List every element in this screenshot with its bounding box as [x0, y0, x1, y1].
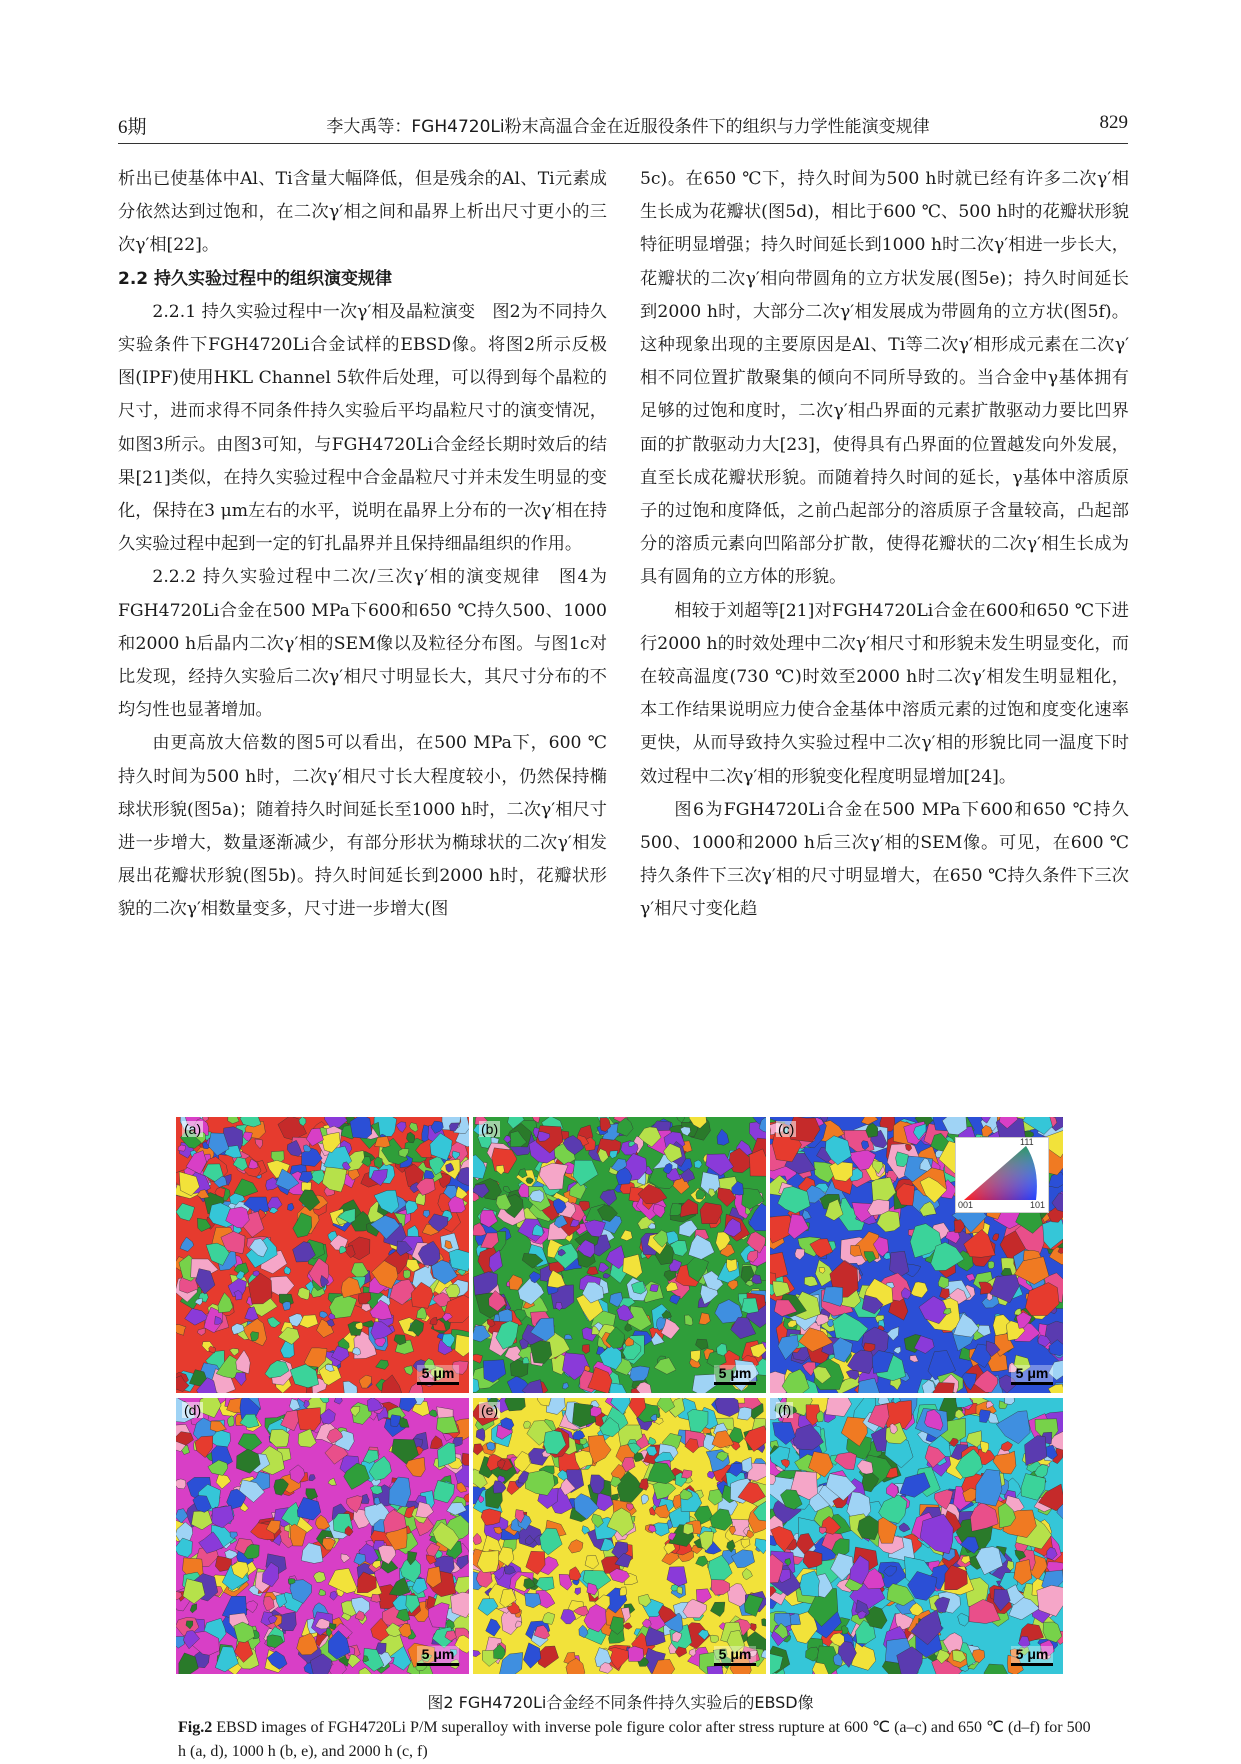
figure-label: Fig.2: [178, 1719, 213, 1736]
grain: [650, 1284, 659, 1291]
ebsd-panel-c: [770, 1117, 1063, 1393]
grain: [403, 1270, 410, 1278]
grain: [628, 1646, 644, 1661]
ebsd-panel-e: [473, 1398, 766, 1674]
panel-label: (d): [184, 1402, 202, 1418]
grain: [524, 1421, 531, 1428]
paragraph: 析出已使基体中Al、Ti含量大幅降低，但是残余的Al、Ti元素成分依然达到过饱和，在二次γ′相之间和晶界上析出尺寸更小的三次γ′相[22]。: [118, 169, 607, 256]
paragraph: 2.2.1 持久实验过程中一次γ′相及晶粒演变 图2为不同持久实验条件下FGH4720Li合金试样的EBSD像。将图2所示反极图(IPF)使用HKL Channel 5软件后处理，可以得到每个晶粒的尺寸，进而求得不同条件持久实验后平均晶粒尺寸的演变情况，如图3所示。由图3可知，与FGH4720Li合金经长期时效后的结果[21]类似，在持久实验过程中合金晶粒尺寸并未发生明显的变化，保持在3 μm左右的水平，说明在晶界上分布的一次γ′相在持久实验过程中起到一定的钉扎晶界并且保持细晶组织的作用。: [118, 301, 607, 555]
grain: [707, 1665, 723, 1674]
scale-label: 5 μm: [718, 1365, 752, 1381]
issue-number: 6期: [118, 117, 147, 138]
ebsd-panel-a: [176, 1117, 469, 1393]
grain-map: [770, 1398, 1063, 1674]
grain: [283, 1302, 291, 1311]
grain: [176, 1479, 186, 1489]
ipf-label-111: 111: [1020, 1137, 1034, 1147]
scale-bar: [1011, 1365, 1053, 1385]
paragraph: 图6为FGH4720Li合金在500 MPa下600和650 ℃持久500、1000和2000 h后三次γ′相的SEM像。可见，在600 ℃持久条件下三次γ′相的尺寸明显增大，在650 ℃持久条件下三次γ′相尺寸变化趋: [640, 799, 1129, 920]
ebsd-panel-d: [176, 1398, 469, 1674]
grain: [350, 1117, 372, 1139]
scale-bar: [417, 1646, 459, 1666]
panel-label: (a): [184, 1121, 202, 1137]
left-column: [118, 163, 607, 927]
page-number: 829: [1099, 112, 1128, 133]
ipf-legend-triangle: [955, 1137, 1049, 1213]
scale-label: 5 μm: [718, 1646, 752, 1662]
paragraph: 5c)。在650 ℃下，持久时间为500 h时就已经有许多二次γ′相生长成为花瓣状(图5d)，相比于600 ℃、500 h时的花瓣状形貌特征明显增强；持久时间延长到1000 h时二次γ′相进一步长大，花瓣状的二次γ′相向带圆角的立方状发展(图5e)；持久时间延长到2000 h时，大部分二次γ′相发展成为带圆角的立方状(图5f)。这种现象出现的主要原因是Al、Ti等二次γ′相形成元素在二次γ′相不同位置扩散聚集的倾向不同所导致的。当合金中γ基体拥有足够的过饱和度时，二次γ′相凸界面的元素扩散驱动力要比凹界面的扩散驱动力大[23]，使得具有凸界面的位置越发向外发展，直至长成花瓣状形貌。而随着持久时间的延长，γ基体中溶质原子的过饱和度降低，之前凸起部分的溶质原子含量较高，凸起部分的溶质元素向凹陷部分扩散，使得花瓣状的二次γ′相生长成为具有圆角的立方体的形貌。: [640, 169, 1129, 588]
paragraph: 2.2.2 持久实验过程中二次/三次γ′相的演变规律 图4为FGH4720Li合金在500 MPa下600和650 ℃持久500、1000和2000 h后晶内二次γ′相的SEM像以及粒径分布图。与图1c对比发现，经持久实验后二次γ′相尺寸明显长大，其尺寸分布的不均匀性也显著增加。: [118, 567, 607, 721]
paragraph: 由更高放大倍数的图5可以看出，在500 MPa下，600 ℃持久时间为500 h时，二次γ′相尺寸长大程度较小，仍然保持椭球状形貌(图5a)；随着持久时间延长至1000 h时，二次γ′相尺寸进一步增大，数量逐渐减少，有部分形状为椭球状的二次γ′相发展出花瓣状形貌(图5b)。持久时间延长到2000 h时，花瓣状形貌的二次γ′相数量变多，尺寸进一步增大(图: [118, 733, 607, 920]
grain: [741, 1298, 758, 1313]
scale-bar: [714, 1646, 756, 1666]
grain: [462, 1453, 469, 1466]
grain-map: [473, 1117, 766, 1393]
ebsd-panel-f: [770, 1398, 1063, 1674]
panel-label: (b): [481, 1121, 499, 1137]
running-title: 李大禹等：FGH4720Li粉末高温合金在近服役条件下的组织与力学性能演变规律: [326, 117, 930, 137]
figure-caption-text: EBSD images of FGH4720Li P/M superalloy with inverse pole figure color after stress rupture at 600 ℃ (a–c) and 650 ℃ (d–f) for 500 h (a, d), 1000 h (b, e), and 2000 h (c, f): [178, 1719, 1091, 1760]
scale-label: 5 μm: [421, 1365, 455, 1381]
ipf-label-101: 101: [1030, 1200, 1046, 1210]
scale-label: 5 μm: [1015, 1365, 1049, 1381]
running-header: [118, 108, 1128, 144]
grain: [288, 1579, 295, 1585]
ipf-label-001: 001: [958, 1200, 974, 1210]
panel-label: (f): [778, 1402, 792, 1418]
grain-map: [473, 1398, 766, 1674]
scale-bar: [417, 1365, 459, 1385]
scale-bar: [1011, 1646, 1053, 1666]
right-column: [640, 163, 1129, 927]
ebsd-panel-b: [473, 1117, 766, 1393]
figure-caption-en: [178, 1716, 1098, 1764]
grain: [762, 1619, 766, 1627]
grain-map: [176, 1398, 469, 1674]
ebsd-figure: [176, 1117, 1063, 1677]
header-rule: [118, 143, 1128, 144]
grain: [371, 1594, 381, 1602]
grain: [727, 1259, 738, 1272]
grain-map: [176, 1117, 469, 1393]
grain: [738, 1407, 752, 1420]
grain: [988, 1261, 994, 1269]
panel-label: (c): [778, 1121, 795, 1137]
scale-label: 5 μm: [1015, 1646, 1049, 1662]
figure-caption-cn: 图2 FGH4720Li合金经不同条件持久实验后的EBSD像: [427, 1693, 814, 1712]
paragraph: 相较于刘超等[21]对FGH4720Li合金在600和650 ℃下进行2000 h的时效处理中二次γ′相尺寸和形貌未发生明显变化，而在较高温度(730 ℃)时效至2000 h时二次γ′相发生明显粗化，本工作结果说明应力使合金基体中溶质元素的过饱和度变化速率更快，从而导致持久实验过程中二次γ′相的形貌比同一温度下时效过程中二次γ′相的形貌变化程度明显增加[24]。: [640, 600, 1129, 787]
scale-label: 5 μm: [421, 1646, 455, 1662]
scale-bar: [714, 1365, 756, 1385]
section-heading: 2.2 持久实验过程中的组织演变规律: [118, 268, 393, 289]
panel-label: (e): [481, 1402, 499, 1418]
grain: [620, 1587, 627, 1596]
